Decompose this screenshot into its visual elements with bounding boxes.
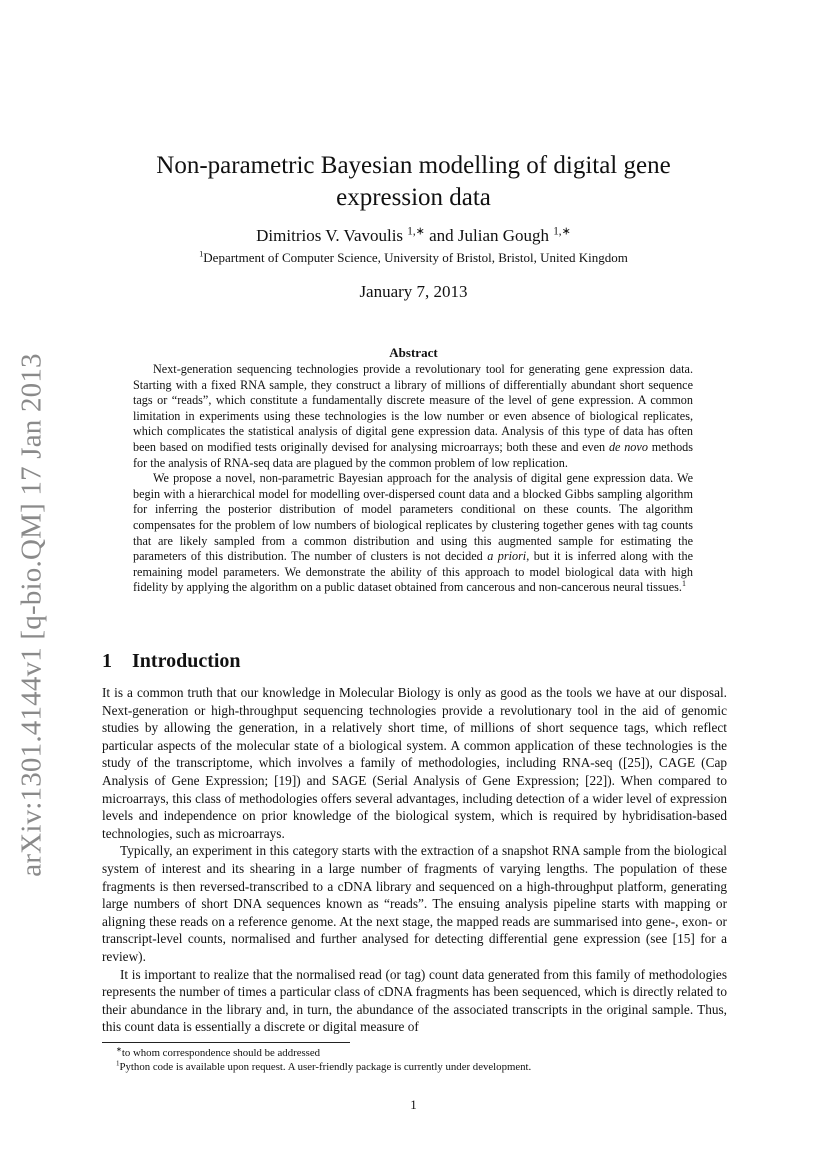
abstract-text: , but it is inferred along with the remaining model parameters. We demonstrate the ability of this approach to model biological data with high fidelity by applying the algorithm on a public dataset obtained from cancerous and non-cancerous neural tissues. xyxy=(133,549,693,595)
abstract-heading: Abstract xyxy=(389,345,438,360)
abstract-paragraph xyxy=(133,471,693,596)
footnote-mark: 1 xyxy=(116,1059,120,1068)
body-paragraph: It is important to realize that the normalised read (or tag) count data generated from this family of methodologies represents the number of times a particular class of cDNA fragments has been sequenced, which is directly related to their abundance in the library and, in turn, the abundance of the associated transcripts in the original sample. Thus, this count data is essentially a discrete or digital measure of xyxy=(102,966,727,1035)
footnote xyxy=(102,1046,727,1060)
footnote-text: Python code is available upon request. A user-friendly package is currently under development. xyxy=(119,1061,532,1073)
page-number: 1 xyxy=(410,1097,417,1112)
affiliation-mark: 1 xyxy=(199,248,204,259)
abstract-text: methods for the analysis of RNA-seq data are plagued by the common problem of low replication. xyxy=(133,439,693,470)
footnotes xyxy=(102,1046,727,1074)
affiliation xyxy=(100,250,727,266)
abstract-emphasis: de novo xyxy=(608,439,648,454)
paper-date: January 7, 2013 xyxy=(359,282,468,301)
abstract-text: Next-generation sequencing technologies provide a revolutionary tool for generating gene expression data. Starting with a fixed RNA sample, they construct a library of millions of differentially abundant short sequence tags or “reads”, which constitute a fundamentally discrete measure of the level of gene expression. A common limitation in experiments using these technologies is the low number or even absence of biological replicates, which complicates the statistical analysis of digital gene expression data. Analysis of this type of data has often been based on modified tests originally devised for analysing microarrays; both these and even xyxy=(133,362,693,454)
section-number: 1 xyxy=(102,650,112,672)
body-paragraph: Typically, an experiment in this category starts with the extraction of a snapshot RNA sample from the biological system of interest and its shearing in a large number of fragments of varying lengths. The population of these fragments is then reversed-transcribed to a cDNA library and sequenced on a high-throughput platform, generating large numbers of short DNA sequences known as “reads”. The ensuing analysis pipeline starts with mapping or aligning these reads on a reference genome. At the next stage, the mapped reads are summarised into gene-, exon- or transcript-level counts, normalised and further analysed for detecting differential gene expression (see [15] for a review). xyxy=(102,843,727,964)
section-title: Introduction xyxy=(132,650,241,672)
footnote-mark: ∗ xyxy=(116,1045,122,1054)
author-name: Julian Gough xyxy=(457,226,550,245)
author-conjunction: and xyxy=(429,226,454,245)
section-heading xyxy=(102,650,241,673)
footnote-divider xyxy=(102,1042,350,1043)
author-line xyxy=(100,226,727,246)
introduction-body xyxy=(102,684,727,1036)
author-name: Dimitrios V. Vavoulis xyxy=(256,226,404,245)
abstract-body xyxy=(133,362,693,596)
abstract-emphasis: a priori xyxy=(487,549,527,564)
footnote-marker: 1 xyxy=(681,579,686,589)
abstract-paragraph xyxy=(133,362,693,471)
arxiv-identifier-stamp xyxy=(12,355,52,875)
paper-title: Non-parametric Bayesian modelling of digital gene expression data xyxy=(156,152,671,211)
body-paragraph: It is a common truth that our knowledge in Molecular Biology is only as good as the tools we have at our disposal. Next-generation or high-throughput sequencing technologies provide a revolutionary tool in the aid of genomic studies by allowing the generation, in a relatively short time, of millions of short sequence tags, which reflect particular aspects of the molecular state of a biological system. A common application of these technologies is the study of the transcriptome, which involves a family of methodologies, including RNA-seq ([25]), CAGE (Cap Analysis of Gene Expression; [19]) and SAGE (Serial Analysis of Gene Expression; [22]). When compared to microarrays, this class of methodologies offers several advantages, including detection of a wider level of expression levels and independence on prior knowledge of the biological system, which is required by hybridisation-based technologies, such as microarrays. xyxy=(102,685,727,841)
arxiv-stamp-text: arXiv:1301.4144v1 [q-bio.QM] 17 Jan 2013 xyxy=(15,353,48,877)
affiliation-text: Department of Computer Science, University of Bristol, Bristol, United Kingdom xyxy=(203,250,628,265)
author-affiliation-mark: 1,∗ xyxy=(553,225,571,238)
abstract-text: We propose a novel, non-parametric Bayesian approach for the analysis of digital gene expression data. We begin with a hierarchical model for modelling over-dispersed count data and a blocked Gibbs sampling algorithm for inferring the posterior distribution of model parameters conditional on these counts. The algorithm compensates for the problem of low numbers of biological replicates by clustering together genes with tag counts that are likely sampled from a common distribution and using this augmented sample for estimating the parameters of this distribution. The number of clusters is not decided xyxy=(133,471,693,564)
author-affiliation-mark: 1,∗ xyxy=(407,225,425,238)
footnote-text: to whom correspondence should be addressed xyxy=(121,1047,321,1059)
footnote xyxy=(102,1060,727,1074)
